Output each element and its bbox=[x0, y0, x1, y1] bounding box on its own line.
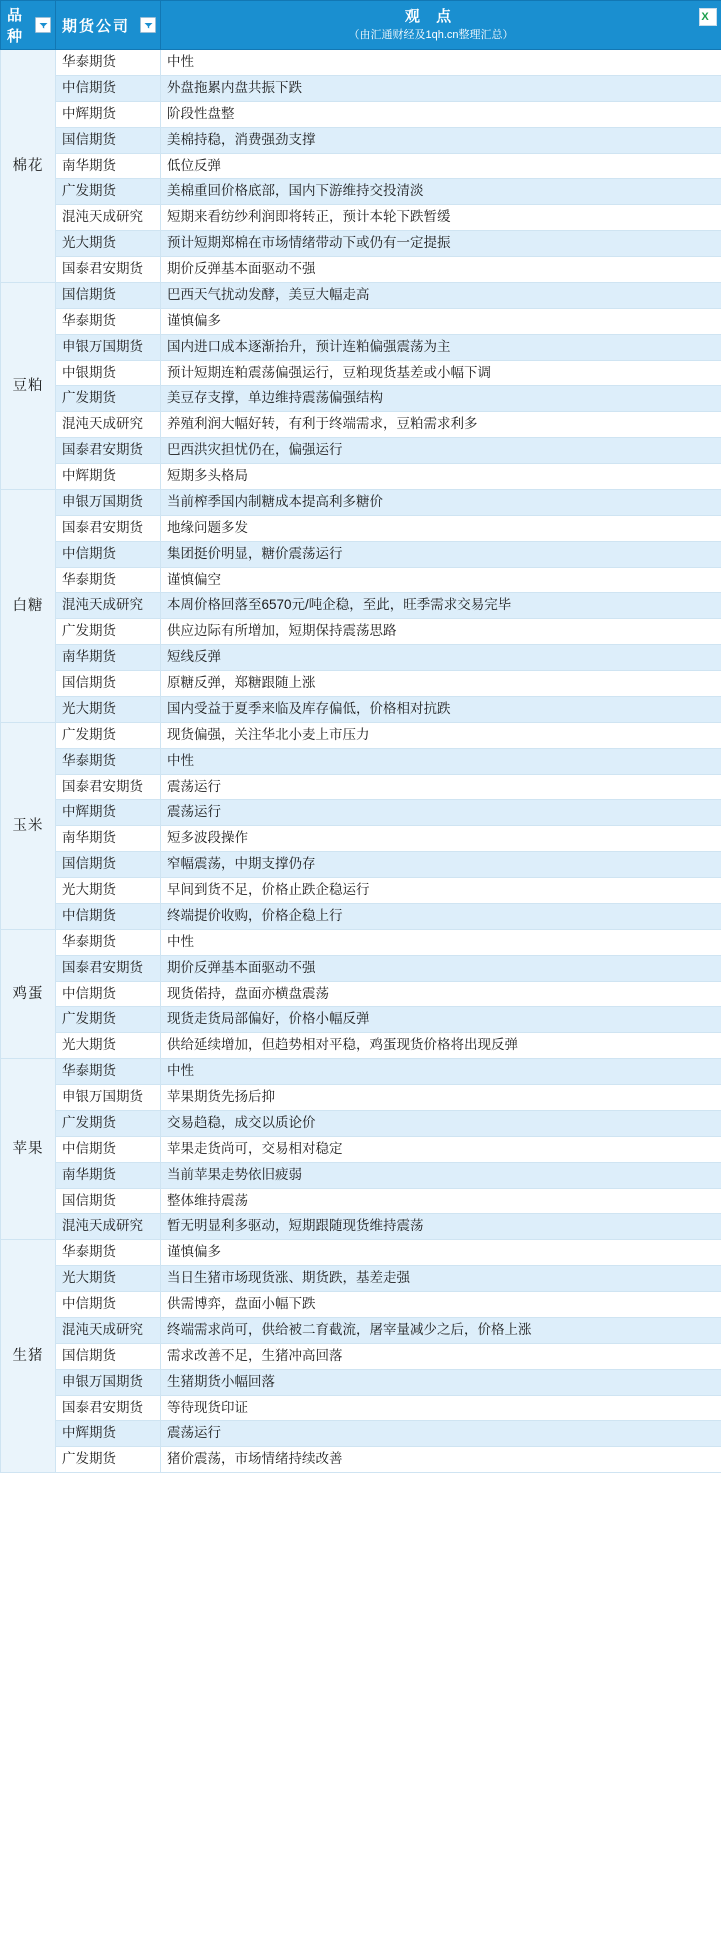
firm-cell: 光大期货 bbox=[56, 231, 161, 257]
firm-cell: 混沌天成研究 bbox=[56, 1317, 161, 1343]
firm-cell: 华泰期货 bbox=[56, 929, 161, 955]
view-cell: 低位反弹 bbox=[161, 153, 721, 179]
table-row bbox=[1, 826, 721, 852]
firm-cell: 南华期货 bbox=[56, 645, 161, 671]
table-row bbox=[1, 1059, 721, 1085]
table-row bbox=[1, 800, 721, 826]
view-cell: 巴西洪灾担忧仍在，偏强运行 bbox=[161, 438, 721, 464]
firm-cell: 申银万国期货 bbox=[56, 334, 161, 360]
firm-cell: 广发期货 bbox=[56, 1447, 161, 1473]
table-row bbox=[1, 645, 721, 671]
firm-cell: 中信期货 bbox=[56, 1292, 161, 1318]
table-body bbox=[1, 50, 721, 1473]
view-cell: 震荡运行 bbox=[161, 774, 721, 800]
table-row bbox=[1, 1447, 721, 1473]
firm-cell: 中银期货 bbox=[56, 360, 161, 386]
view-cell: 谨慎偏空 bbox=[161, 567, 721, 593]
view-cell: 谨慎偏多 bbox=[161, 1240, 721, 1266]
table-row bbox=[1, 1188, 721, 1214]
table-row bbox=[1, 438, 721, 464]
view-cell: 本周价格回落至6570元/吨企稳，至此，旺季需求交易完毕 bbox=[161, 593, 721, 619]
firm-cell: 华泰期货 bbox=[56, 1059, 161, 1085]
category-cell: 棉花 bbox=[1, 50, 56, 283]
table-row bbox=[1, 1343, 721, 1369]
column-header-view-subtitle: （由汇通财经及1qh.cn整理汇总） bbox=[348, 29, 514, 42]
firm-cell: 国泰君安期货 bbox=[56, 774, 161, 800]
firm-cell: 中信期货 bbox=[56, 75, 161, 101]
view-cell: 期价反弹基本面驱动不强 bbox=[161, 257, 721, 283]
table-row bbox=[1, 722, 721, 748]
view-cell: 中性 bbox=[161, 929, 721, 955]
table-row bbox=[1, 153, 721, 179]
firm-cell: 中信期货 bbox=[56, 981, 161, 1007]
view-cell: 终端提价收购，价格企稳上行 bbox=[161, 903, 721, 929]
firm-cell: 国信期货 bbox=[56, 671, 161, 697]
view-cell: 震荡运行 bbox=[161, 800, 721, 826]
firm-cell: 光大期货 bbox=[56, 696, 161, 722]
table-row bbox=[1, 1214, 721, 1240]
firm-cell: 中信期货 bbox=[56, 1136, 161, 1162]
table-row bbox=[1, 75, 721, 101]
firm-cell: 光大期货 bbox=[56, 1033, 161, 1059]
view-cell: 当日生猪市场现货涨、期货跌，基差走强 bbox=[161, 1266, 721, 1292]
table-row bbox=[1, 205, 721, 231]
firm-cell: 国信期货 bbox=[56, 1188, 161, 1214]
table-row bbox=[1, 981, 721, 1007]
view-cell: 短线反弹 bbox=[161, 645, 721, 671]
table-row bbox=[1, 1395, 721, 1421]
table-row bbox=[1, 1110, 721, 1136]
view-cell: 国内进口成本逐渐抬升，预计连粕偏强震荡为主 bbox=[161, 334, 721, 360]
view-cell: 供给延续增加，但趋势相对平稳，鸡蛋现货价格将出现反弹 bbox=[161, 1033, 721, 1059]
firm-cell: 广发期货 bbox=[56, 1007, 161, 1033]
view-cell: 美棉持稳，消费强劲支撑 bbox=[161, 127, 721, 153]
table-row bbox=[1, 50, 721, 76]
table-row bbox=[1, 334, 721, 360]
table-row bbox=[1, 593, 721, 619]
view-cell: 美棉重回价格底部，国内下游维持交投清淡 bbox=[161, 179, 721, 205]
category-cell: 苹果 bbox=[1, 1059, 56, 1240]
view-cell: 集团挺价明显，糖价震荡运行 bbox=[161, 541, 721, 567]
firm-cell: 混沌天成研究 bbox=[56, 1214, 161, 1240]
view-cell: 巴西天气扰动发酵，美豆大幅走高 bbox=[161, 282, 721, 308]
excel-icon[interactable]: X bbox=[699, 8, 717, 26]
table-row bbox=[1, 1369, 721, 1395]
table-row bbox=[1, 127, 721, 153]
table-row bbox=[1, 282, 721, 308]
firm-cell: 华泰期货 bbox=[56, 1240, 161, 1266]
table-row bbox=[1, 567, 721, 593]
filter-icon[interactable] bbox=[35, 17, 51, 33]
view-cell: 地缘问题多发 bbox=[161, 515, 721, 541]
table-row bbox=[1, 774, 721, 800]
table-row bbox=[1, 929, 721, 955]
view-cell: 当前榨季国内制糖成本提高利多糖价 bbox=[161, 489, 721, 515]
view-cell: 生猪期货小幅回落 bbox=[161, 1369, 721, 1395]
category-cell: 玉米 bbox=[1, 722, 56, 929]
table-row bbox=[1, 1033, 721, 1059]
table-row bbox=[1, 1162, 721, 1188]
table-row bbox=[1, 179, 721, 205]
column-header-firm-label: 期货公司 bbox=[62, 17, 131, 35]
category-cell: 鸡蛋 bbox=[1, 929, 56, 1058]
firm-cell: 中辉期货 bbox=[56, 101, 161, 127]
firm-cell: 中辉期货 bbox=[56, 464, 161, 490]
table-row bbox=[1, 1085, 721, 1111]
table-row bbox=[1, 1317, 721, 1343]
view-cell: 外盘拖累内盘共振下跌 bbox=[161, 75, 721, 101]
firm-cell: 华泰期货 bbox=[56, 567, 161, 593]
firm-cell: 广发期货 bbox=[56, 179, 161, 205]
table-row bbox=[1, 308, 721, 334]
view-cell: 震荡运行 bbox=[161, 1421, 721, 1447]
table-row bbox=[1, 101, 721, 127]
firm-cell: 国泰君安期货 bbox=[56, 257, 161, 283]
table-row bbox=[1, 386, 721, 412]
firm-cell: 申银万国期货 bbox=[56, 1369, 161, 1395]
firm-cell: 南华期货 bbox=[56, 826, 161, 852]
table-row bbox=[1, 1292, 721, 1318]
view-cell: 现货走货局部偏好，价格小幅反弹 bbox=[161, 1007, 721, 1033]
firm-cell: 混沌天成研究 bbox=[56, 205, 161, 231]
firm-cell: 华泰期货 bbox=[56, 308, 161, 334]
view-cell: 交易趋稳，成交以质论价 bbox=[161, 1110, 721, 1136]
view-cell: 养殖利润大幅好转，有利于终端需求，豆粕需求利多 bbox=[161, 412, 721, 438]
firm-cell: 广发期货 bbox=[56, 722, 161, 748]
view-cell: 苹果走货尚可，交易相对稳定 bbox=[161, 1136, 721, 1162]
table-row bbox=[1, 412, 721, 438]
table-row bbox=[1, 257, 721, 283]
firm-cell: 国信期货 bbox=[56, 852, 161, 878]
view-cell: 早间到货不足，价格止跌企稳运行 bbox=[161, 878, 721, 904]
firm-cell: 中辉期货 bbox=[56, 1421, 161, 1447]
table-row bbox=[1, 671, 721, 697]
table-row bbox=[1, 515, 721, 541]
firm-cell: 南华期货 bbox=[56, 1162, 161, 1188]
view-cell: 暂无明显利多驱动，短期跟随现货维持震荡 bbox=[161, 1214, 721, 1240]
column-header-category bbox=[1, 1, 56, 50]
firm-cell: 国信期货 bbox=[56, 127, 161, 153]
firm-cell: 中信期货 bbox=[56, 541, 161, 567]
view-cell: 当前苹果走势依旧疲弱 bbox=[161, 1162, 721, 1188]
table-row bbox=[1, 903, 721, 929]
firm-cell: 华泰期货 bbox=[56, 50, 161, 76]
view-cell: 整体维持震荡 bbox=[161, 1188, 721, 1214]
table-header bbox=[1, 1, 721, 50]
table-row bbox=[1, 619, 721, 645]
table-row bbox=[1, 489, 721, 515]
header-row bbox=[1, 1, 721, 50]
firm-cell: 国泰君安期货 bbox=[56, 515, 161, 541]
firm-cell: 光大期货 bbox=[56, 1266, 161, 1292]
firm-cell: 广发期货 bbox=[56, 619, 161, 645]
table-row bbox=[1, 852, 721, 878]
firm-cell: 申银万国期货 bbox=[56, 1085, 161, 1111]
view-cell: 等待现货印证 bbox=[161, 1395, 721, 1421]
column-header-category-label: 品 种 bbox=[7, 7, 25, 45]
firm-cell: 国信期货 bbox=[56, 282, 161, 308]
table-row bbox=[1, 748, 721, 774]
column-header-firm bbox=[56, 1, 161, 50]
view-cell: 原糖反弹，郑糖跟随上涨 bbox=[161, 671, 721, 697]
table-row bbox=[1, 464, 721, 490]
category-cell: 白糖 bbox=[1, 489, 56, 722]
view-cell: 现货偏强，关注华北小麦上市压力 bbox=[161, 722, 721, 748]
view-cell: 短多波段操作 bbox=[161, 826, 721, 852]
view-cell: 阶段性盘整 bbox=[161, 101, 721, 127]
table-row bbox=[1, 878, 721, 904]
firm-cell: 国泰君安期货 bbox=[56, 955, 161, 981]
firm-cell: 华泰期货 bbox=[56, 748, 161, 774]
table-row bbox=[1, 360, 721, 386]
firm-cell: 混沌天成研究 bbox=[56, 412, 161, 438]
firm-cell: 中辉期货 bbox=[56, 800, 161, 826]
view-cell: 中性 bbox=[161, 50, 721, 76]
table-row bbox=[1, 1266, 721, 1292]
firm-cell: 广发期货 bbox=[56, 386, 161, 412]
column-header-view-label: 观 点 bbox=[404, 7, 458, 25]
table-row bbox=[1, 955, 721, 981]
view-cell: 国内受益于夏季来临及库存偏低，价格相对抗跌 bbox=[161, 696, 721, 722]
view-cell: 预计短期郑棉在市场情绪带动下或仍有一定提振 bbox=[161, 231, 721, 257]
table-row bbox=[1, 1240, 721, 1266]
table-row bbox=[1, 541, 721, 567]
view-cell: 终端需求尚可，供给被二育截流，屠宰量减少之后，价格上涨 bbox=[161, 1317, 721, 1343]
view-cell: 猪价震荡，市场情绪持续改善 bbox=[161, 1447, 721, 1473]
table-row bbox=[1, 231, 721, 257]
view-cell: 短期来看纺纱利润即将转正，预计本轮下跌暂缓 bbox=[161, 205, 721, 231]
view-cell: 预计短期连粕震荡偏强运行，豆粕现货基差或小幅下调 bbox=[161, 360, 721, 386]
table-row bbox=[1, 1007, 721, 1033]
view-cell: 苹果期货先扬后抑 bbox=[161, 1085, 721, 1111]
firm-cell: 国泰君安期货 bbox=[56, 438, 161, 464]
firm-cell: 中信期货 bbox=[56, 903, 161, 929]
view-cell: 谨慎偏多 bbox=[161, 308, 721, 334]
view-cell: 中性 bbox=[161, 1059, 721, 1085]
firm-cell: 南华期货 bbox=[56, 153, 161, 179]
view-cell: 窄幅震荡，中期支撑仍存 bbox=[161, 852, 721, 878]
view-cell: 需求改善不足，生猪冲高回落 bbox=[161, 1343, 721, 1369]
firm-cell: 混沌天成研究 bbox=[56, 593, 161, 619]
view-cell: 期价反弹基本面驱动不强 bbox=[161, 955, 721, 981]
table-row bbox=[1, 1136, 721, 1162]
view-cell: 中性 bbox=[161, 748, 721, 774]
firm-cell: 申银万国期货 bbox=[56, 489, 161, 515]
filter-icon[interactable] bbox=[140, 17, 156, 33]
firm-cell: 光大期货 bbox=[56, 878, 161, 904]
category-cell: 豆粕 bbox=[1, 282, 56, 489]
view-cell: 供应边际有所增加，短期保持震荡思路 bbox=[161, 619, 721, 645]
firm-cell: 国信期货 bbox=[56, 1343, 161, 1369]
firm-cell: 国泰君安期货 bbox=[56, 1395, 161, 1421]
view-cell: 现货偌持，盘面亦横盘震荡 bbox=[161, 981, 721, 1007]
view-cell: 美豆存支撑，单边维持震荡偏强结构 bbox=[161, 386, 721, 412]
table-row bbox=[1, 1421, 721, 1447]
column-header-view bbox=[161, 1, 721, 50]
table-row bbox=[1, 696, 721, 722]
view-cell: 供需博弈，盘面小幅下跌 bbox=[161, 1292, 721, 1318]
category-cell: 生猪 bbox=[1, 1240, 56, 1473]
firm-cell: 广发期货 bbox=[56, 1110, 161, 1136]
view-cell: 短期多头格局 bbox=[161, 464, 721, 490]
